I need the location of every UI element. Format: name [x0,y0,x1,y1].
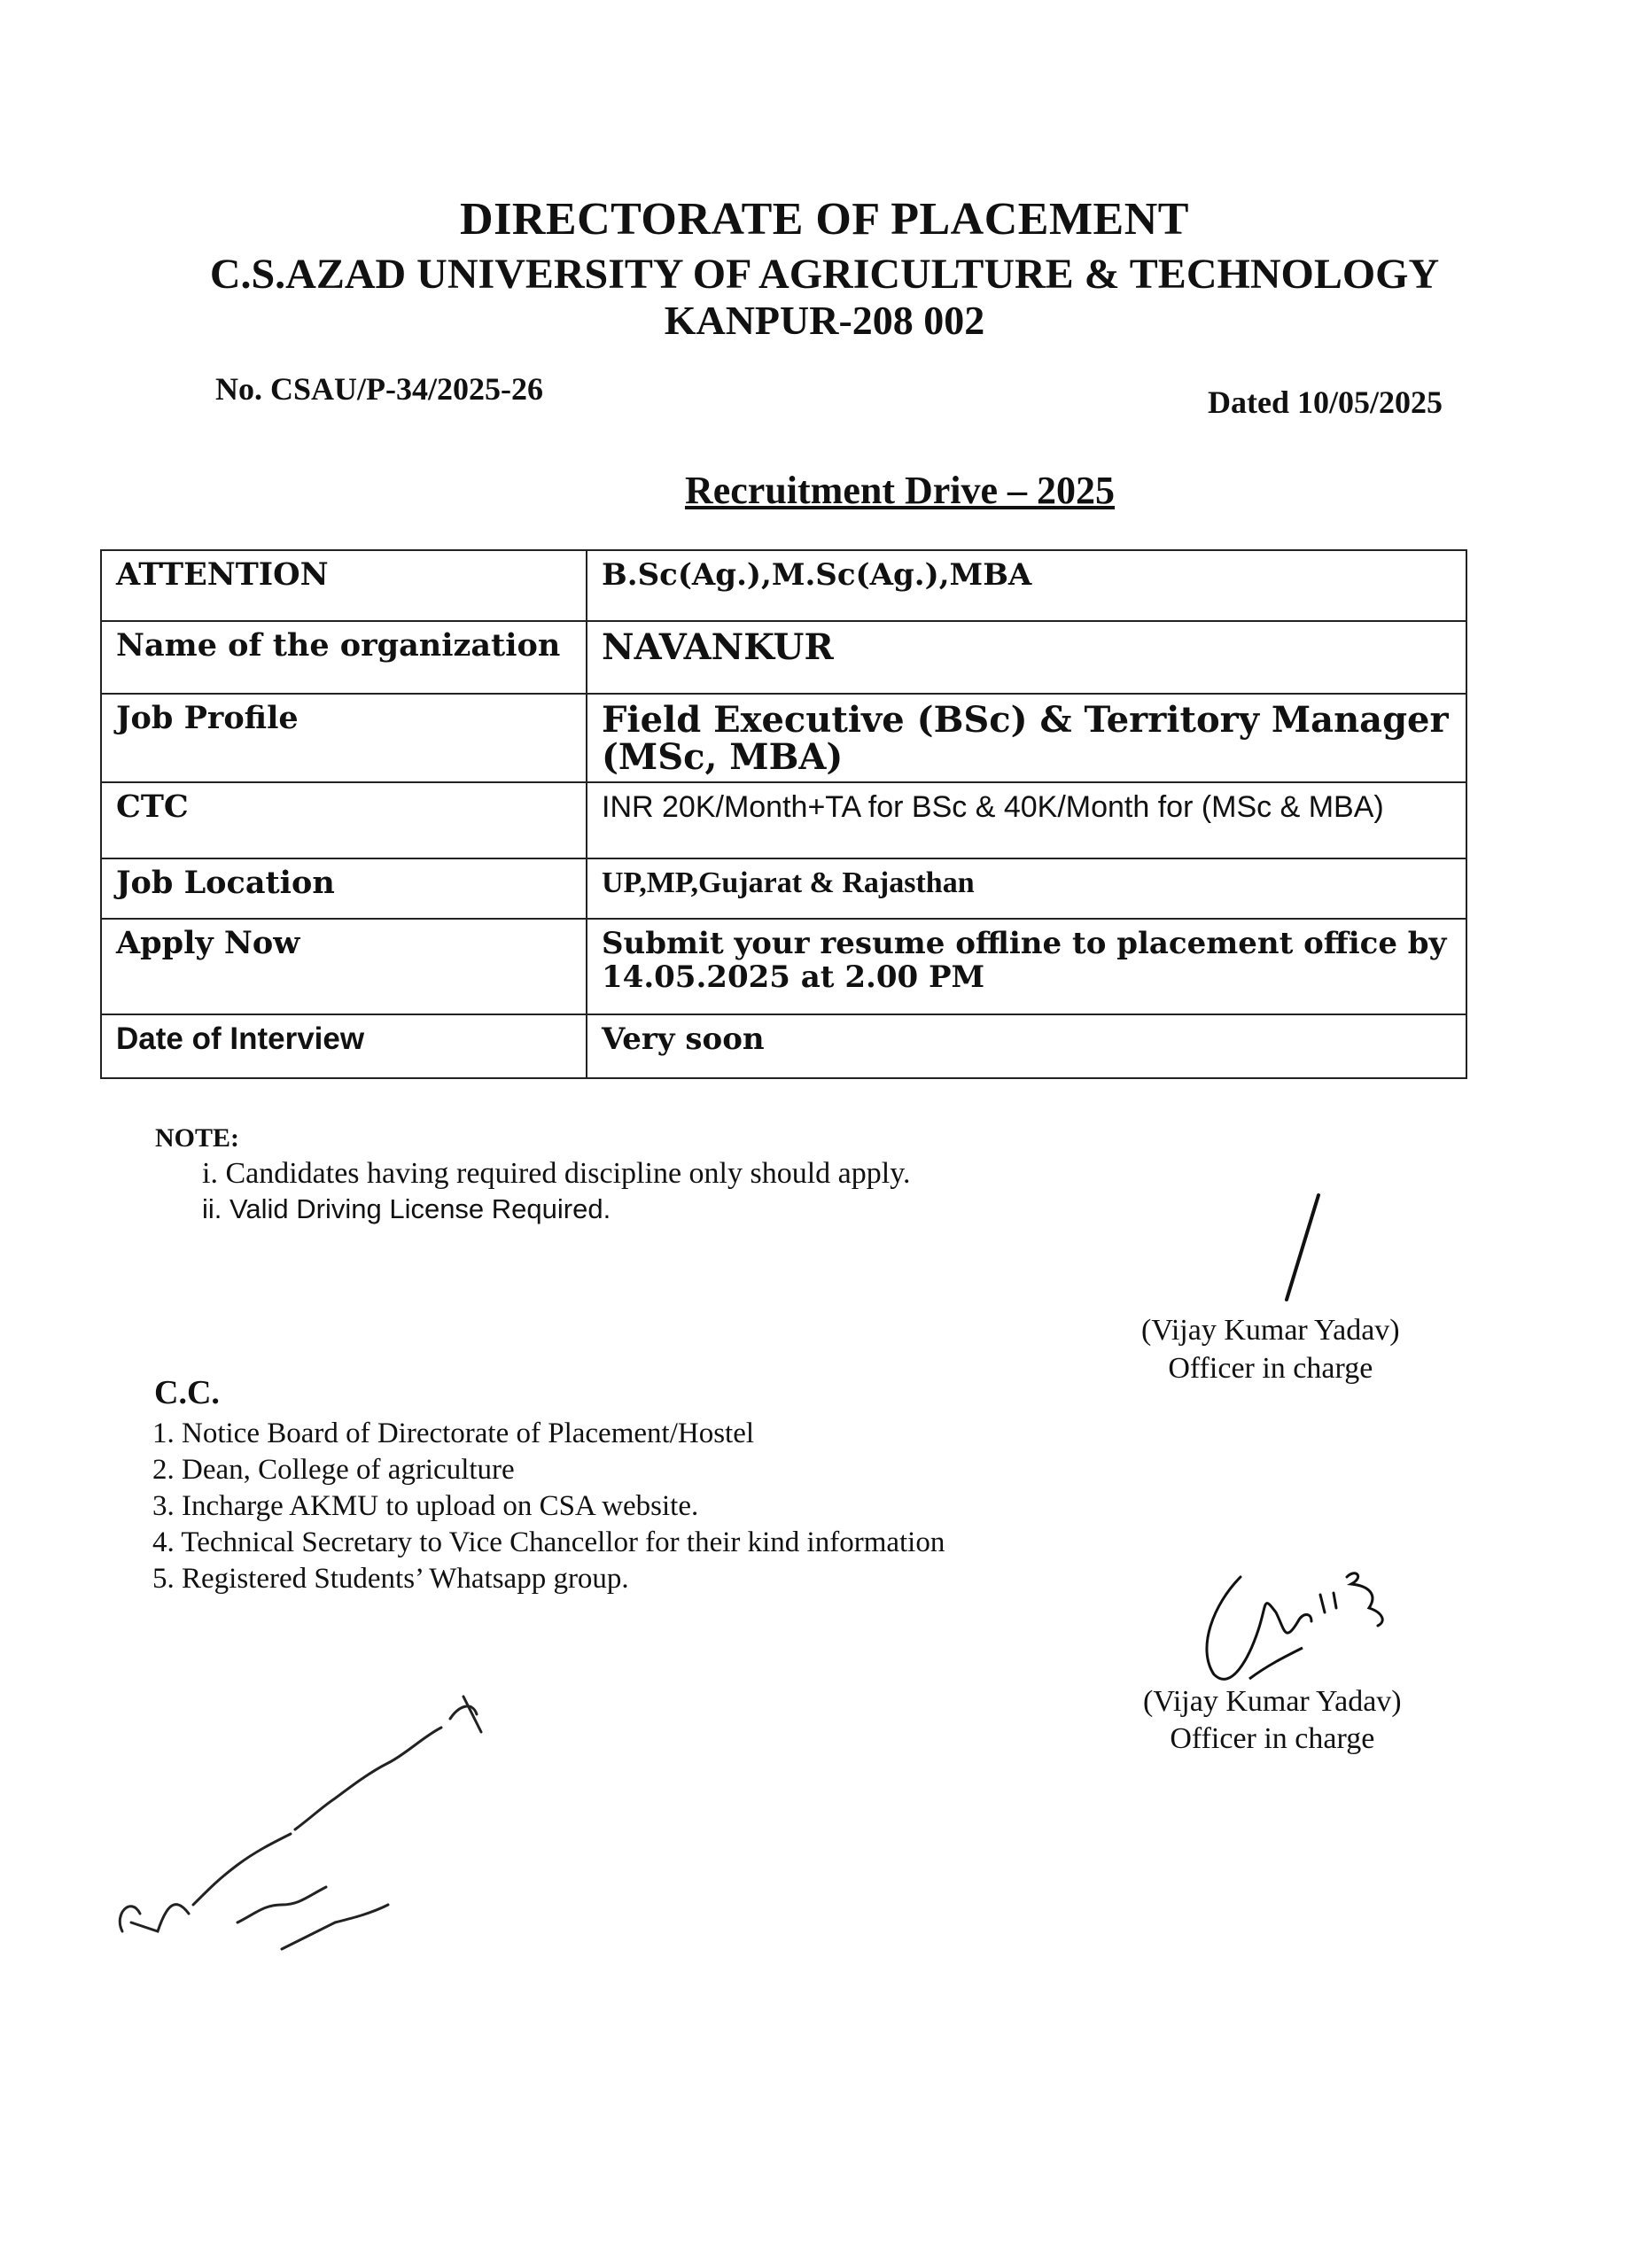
list-item: 3. Incharge AKMU to upload on CSA website. [152,1490,699,1522]
table-row [101,858,1466,919]
cc-list [152,1416,945,1597]
list-item: 4. Technical Secretary to Vice Chancellor for their kind information [152,1526,945,1558]
row-value-organization: NAVANKUR [587,621,1466,694]
officer-name: (Vijay Kumar Yadav) [1143,1685,1402,1718]
signature-slash-mark [1276,1192,1329,1307]
row-value-interview-date: Very soon [587,1014,1466,1078]
officer-title: Officer in charge [1168,1352,1373,1385]
university-address: KANPUR-208 002 [664,298,985,343]
row-value-job-location: UP,MP,Gujarat & Rajasthan [587,858,1466,919]
list-item: 2. Dean, College of agriculture [152,1454,515,1486]
note-list [202,1156,910,1227]
row-value-apply-now: Submit your resume offline to placement office by 14.05.2025 at 2.00 PM [587,919,1466,1014]
signature-block-second [1143,1683,1402,1758]
list-item: i. Candidates having required discipline only should apply. [202,1157,911,1190]
table-row [101,1014,1466,1078]
handwritten-signature-icon [1178,1559,1409,1701]
row-key-attention: ATTENTION [101,550,587,621]
row-value-attention: B.Sc(Ag.),M.Sc(Ag.),MBA [587,550,1466,621]
document-date: Dated 10/05/2025 [1208,384,1443,420]
row-key-interview-date: Date of Interview [101,1014,587,1078]
list-item: ii. Valid Driving License Required. [202,1193,611,1224]
table-row [101,550,1466,621]
note-heading: NOTE: [155,1123,240,1153]
row-value-ctc: INR 20K/Month+TA for BSc & 40K/Month for (MSc & MBA) [587,782,1466,858]
drive-title: Recruitment Drive – 2025 [684,469,1116,512]
row-value-job-profile: Field Executive (BSc) & Territory Manager (MSc, MBA) [587,694,1466,782]
row-key-organization: Name of the organization [101,621,587,694]
officer-title: Officer in charge [1170,1722,1375,1755]
list-item: 1. Notice Board of Directorate of Placement/Hostel [152,1418,755,1449]
table-row [101,621,1466,694]
cc-heading: C.C. [154,1374,220,1411]
row-key-apply-now: Apply Now [101,919,587,1014]
signature-block-first [1141,1311,1400,1387]
university-name: C.S.AZAD UNIVERSITY OF AGRICULTURE & TECHNOLOGY [209,251,1440,298]
table-row [101,694,1466,782]
handwritten-received-note-icon [105,1666,530,1958]
row-key-job-profile: Job Profile [101,694,587,782]
row-key-job-location: Job Location [101,858,587,919]
officer-name: (Vijay Kumar Yadav) [1141,1314,1400,1347]
list-item: 5. Registered Students’ Whatsapp group. [152,1563,629,1595]
reference-number: No. CSAU/P-34/2025-26 [215,371,543,407]
table-row [101,782,1466,858]
table-row [101,919,1466,1014]
org-title: DIRECTORATE OF PLACEMENT [460,194,1189,245]
row-key-ctc: CTC [101,782,587,858]
recruitment-details-table [100,549,1467,1079]
